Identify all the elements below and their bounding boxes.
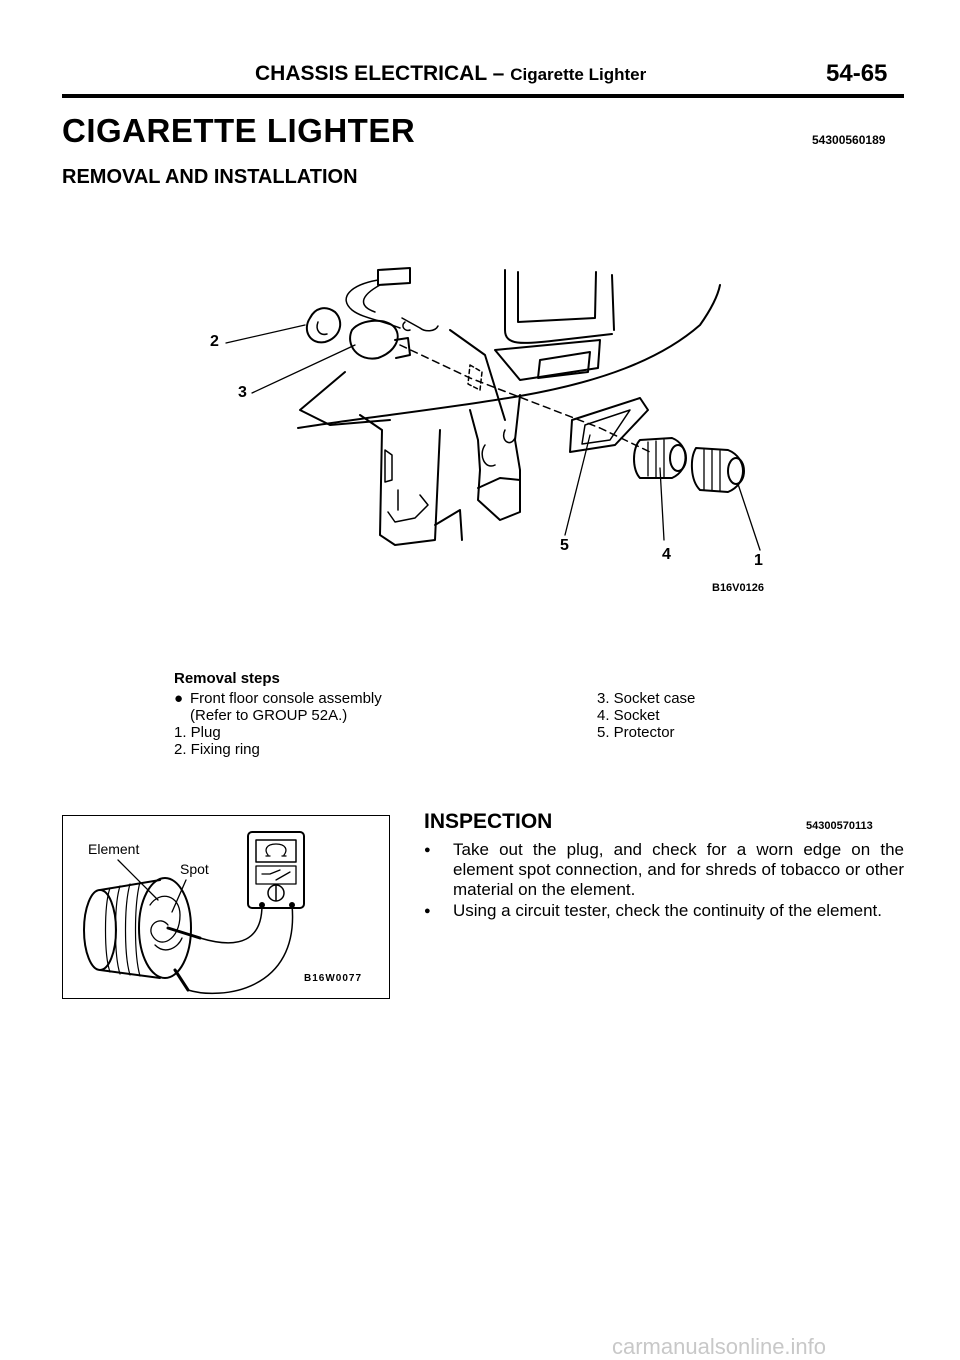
dashboard-pillar [450,330,505,420]
removal-diagram [170,225,790,605]
header-topic: Cigarette Lighter [510,65,647,84]
callout-4: 4 [662,546,671,563]
inspection-item: ● Using a circuit tester, check the continuity of the element. [424,901,882,920]
tester-display [256,840,296,862]
dashboard-vent [518,272,596,322]
removal-step: 2. Fixing ring [174,741,260,758]
label-element: Element [88,841,140,857]
watermark: carmanualsonline.info [612,1334,827,1359]
ohm-icon [266,844,286,856]
inspection-item: ● Take out the plug, and check for a worn edge on the element spot connection, and for shreds of tobacco or other material on the element. [424,840,904,899]
left-bracket [360,415,440,545]
header-rule [62,94,904,98]
page-number: 54-65 [826,60,888,87]
right-bracket [470,395,520,520]
leader-2 [226,325,305,343]
removal-step: 4. Socket [597,707,660,724]
header-dash: – [492,62,505,85]
section-subtitle: REMOVAL AND INSTALLATION [62,166,358,188]
bullet: ● [174,690,184,707]
removal-steps-right [597,690,695,741]
leader-3 [252,345,355,393]
tester-lead-2 [188,905,293,993]
removal-step: 1. Plug [174,724,221,741]
removal-steps-heading: Removal steps [174,670,280,687]
title-code: 54300560189 [812,133,886,147]
element-face [139,878,191,978]
callout-5: 5 [560,537,569,554]
callout-1: 1 [754,552,763,569]
fixing-ring [307,308,340,342]
bullet: ● [424,905,431,917]
socket-case [350,321,398,359]
removal-step: ● Front floor console assembly [174,690,382,707]
inspection-code: 54300570113 [806,820,873,832]
inspection-list [424,840,904,922]
removal-step: 3. Socket case [597,690,696,707]
element-rear [84,890,116,970]
figure2-code: B16W0077 [304,973,363,984]
plug [692,448,743,492]
removal-step: (Refer to GROUP 52A.) [190,707,348,724]
tester-lead-1 [200,905,262,943]
removal-step: 5. Protector [597,724,675,741]
bullet: ● [424,844,431,856]
callout-3: 3 [238,384,247,401]
label-spot: Spot [180,861,209,877]
leader-1 [738,484,760,550]
dashboard-panel [495,340,600,380]
running-header [255,62,646,86]
page-title: CIGARETTE LIGHTER [62,112,416,149]
figure1-code: B16V0126 [712,582,764,594]
inspection-heading: INSPECTION [424,810,553,833]
header-section: CHASSIS ELECTRICAL [255,62,487,85]
callout-2: 2 [210,333,219,350]
removal-steps-left [174,690,382,758]
tester-probe-2 [175,970,188,990]
harness-connector [378,268,410,285]
